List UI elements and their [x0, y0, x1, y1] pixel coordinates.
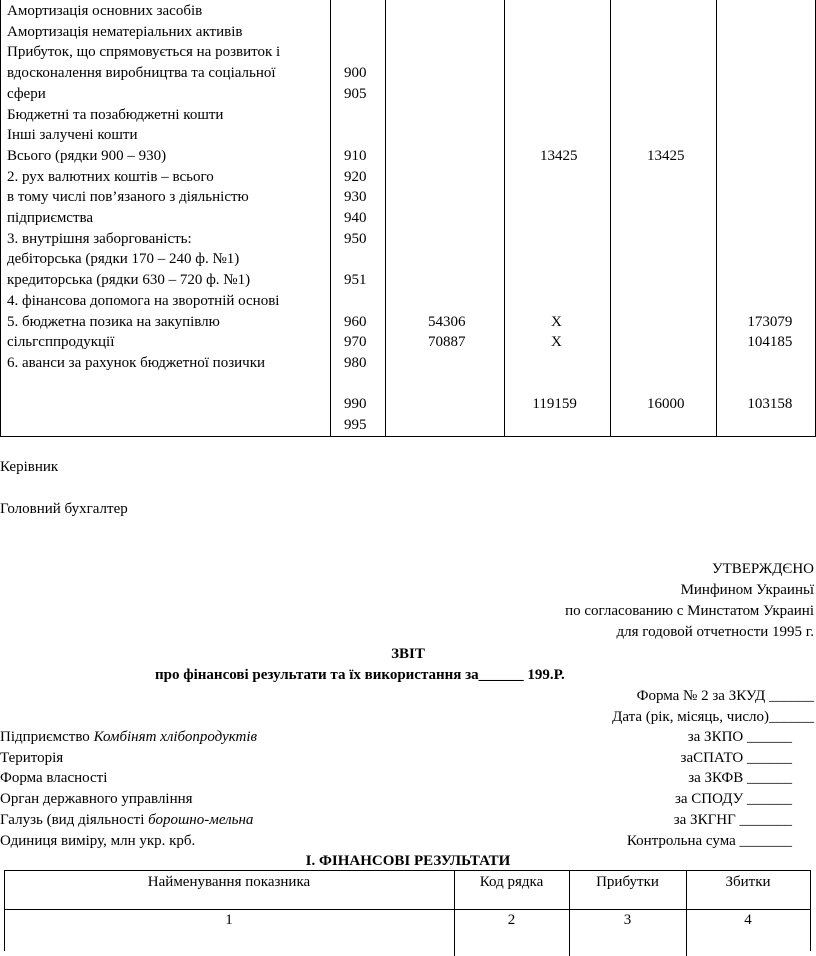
- results-header-cell: Збитки: [725, 874, 771, 890]
- approval-line: по согласованию с Минстатом Украині: [565, 603, 814, 619]
- row-code: 950: [344, 230, 367, 247]
- date-line: Дата (рік, місяць, число)______: [612, 709, 814, 725]
- field-row: [0, 728, 257, 746]
- field-label: Підприємство: [0, 729, 94, 745]
- report-subtitle: про фінансові результати та їх використання за______ 199.Р.: [155, 667, 565, 683]
- row-code: 970: [344, 334, 367, 351]
- field-code: Контрольна сума _______: [626, 832, 792, 849]
- table-cell-value: 13425: [647, 147, 685, 164]
- field-row: [0, 832, 195, 850]
- results-column-number: 3: [623, 912, 632, 928]
- row-label: Прибуток, що спрямовується на розвиток і: [7, 44, 281, 61]
- table-divider: [385, 0, 386, 437]
- row-label: Бюджетні та позабюджетні кошти: [7, 106, 224, 123]
- field-row: [0, 790, 193, 808]
- row-label: дебіторська (рядки 170 – 240 ф. №1): [7, 251, 240, 268]
- field-label: Галузь (вид діяльності: [0, 811, 149, 828]
- table-cell-value: 54306: [428, 313, 466, 330]
- table-border-bottom: [0, 436, 816, 437]
- field-code: за СПОДУ ______: [674, 791, 792, 808]
- table-cell-value: 70887: [428, 334, 466, 351]
- field-row: [0, 749, 63, 767]
- field-row: [0, 811, 253, 829]
- section-title: І. ФІНАНСОВІ РЕЗУЛЬТАТИ: [305, 853, 511, 869]
- table-cell-value: 119159: [532, 396, 577, 413]
- table-divider: [504, 0, 505, 437]
- row-code: 910: [344, 147, 367, 164]
- field-value: Комбінят хлібопродуктів: [93, 729, 258, 745]
- row-label: вдосконалення виробництва та соціальної: [7, 65, 276, 82]
- approval-line: УТВЕРЖДЄНО: [711, 561, 814, 577]
- row-code: 900: [344, 65, 367, 82]
- results-header-cell: Код рядка: [479, 874, 544, 890]
- row-label: Інші залучені кошти: [7, 127, 138, 144]
- results-column-number: 1: [225, 912, 233, 928]
- row-label: кредиторська (рядки 630 – 720 ф. №1): [7, 272, 251, 289]
- table-cell-value: 173079: [747, 313, 793, 330]
- row-label: в тому числі пов’язаного з діяльністю: [7, 189, 249, 206]
- chief-accountant-label: Головний бухгалтер: [0, 501, 128, 517]
- director-label: Керівник: [0, 459, 59, 475]
- row-label: Амортизація нематеріальних активів: [7, 23, 243, 40]
- row-code: 990: [344, 396, 367, 413]
- table-divider: [330, 0, 331, 437]
- table-divider: [610, 0, 611, 437]
- row-label: 6. аванси за рахунок бюджетної позички: [7, 354, 266, 371]
- results-table-divider: [4, 909, 810, 910]
- results-header-cell: Прибутки: [596, 874, 659, 890]
- row-code: 951: [344, 272, 367, 289]
- report-title: ЗВІТ: [391, 646, 425, 662]
- field-label: Орган державного управління: [0, 791, 193, 808]
- field-row: [0, 769, 107, 787]
- table-cell-value: 103158: [747, 396, 793, 413]
- field-label: Одиниця виміру, млн укр. крб.: [0, 832, 196, 849]
- form-number-line: Форма № 2 за ЗКУД ______: [636, 688, 814, 704]
- table-cell-value: 13425: [540, 147, 578, 164]
- field-label: Територія: [0, 749, 64, 766]
- row-code: 905: [344, 85, 367, 102]
- row-label: 2. рух валютних коштів – всього: [7, 168, 214, 185]
- approval-line: для годовой отчетности 1995 г.: [616, 624, 814, 640]
- row-label: 3. внутрішня заборгованість:: [7, 230, 192, 247]
- field-code: за ЗКГНГ _______: [673, 811, 792, 828]
- table-border-left: [0, 0, 1, 437]
- approval-line: Минфином Украиньї: [680, 582, 814, 598]
- row-label: сільгсппродукції: [7, 334, 115, 351]
- row-code: 940: [344, 210, 367, 226]
- field-code: за ЗКПО ______: [687, 729, 792, 745]
- row-code: 980: [344, 354, 367, 371]
- table-cell-value: Х: [551, 334, 562, 351]
- row-label: сфери: [7, 85, 46, 102]
- row-label: Амортизація основних засобів: [7, 3, 203, 19]
- table-cell-value: 104185: [747, 334, 793, 351]
- cash-flow-table: [0, 0, 816, 437]
- field-code: за ЗКФВ ______: [688, 770, 792, 787]
- table-cell-value: 16000: [647, 396, 685, 413]
- results-column-number: 4: [744, 912, 752, 928]
- row-code: 995: [344, 417, 367, 433]
- results-column-number: 2: [507, 912, 516, 928]
- field-label: Форма власності: [0, 770, 108, 787]
- field-value: борошно-мельна: [148, 811, 254, 828]
- row-label: підприємства: [7, 210, 94, 226]
- table-divider: [716, 0, 717, 437]
- row-label: 5. бюджетна позика на закупівлю: [7, 313, 220, 330]
- table-cell-value: Х: [551, 313, 562, 330]
- row-label: 4. фінансова допомога на зворотній основі: [7, 292, 280, 309]
- field-code: заСПАТО ______: [680, 749, 792, 766]
- results-header-cell: Найменування показника: [147, 874, 311, 890]
- row-label: Всього (рядки 900 – 930): [7, 147, 167, 164]
- row-code: 920: [344, 168, 367, 185]
- row-code: 930: [344, 189, 367, 206]
- row-code: 960: [344, 313, 367, 330]
